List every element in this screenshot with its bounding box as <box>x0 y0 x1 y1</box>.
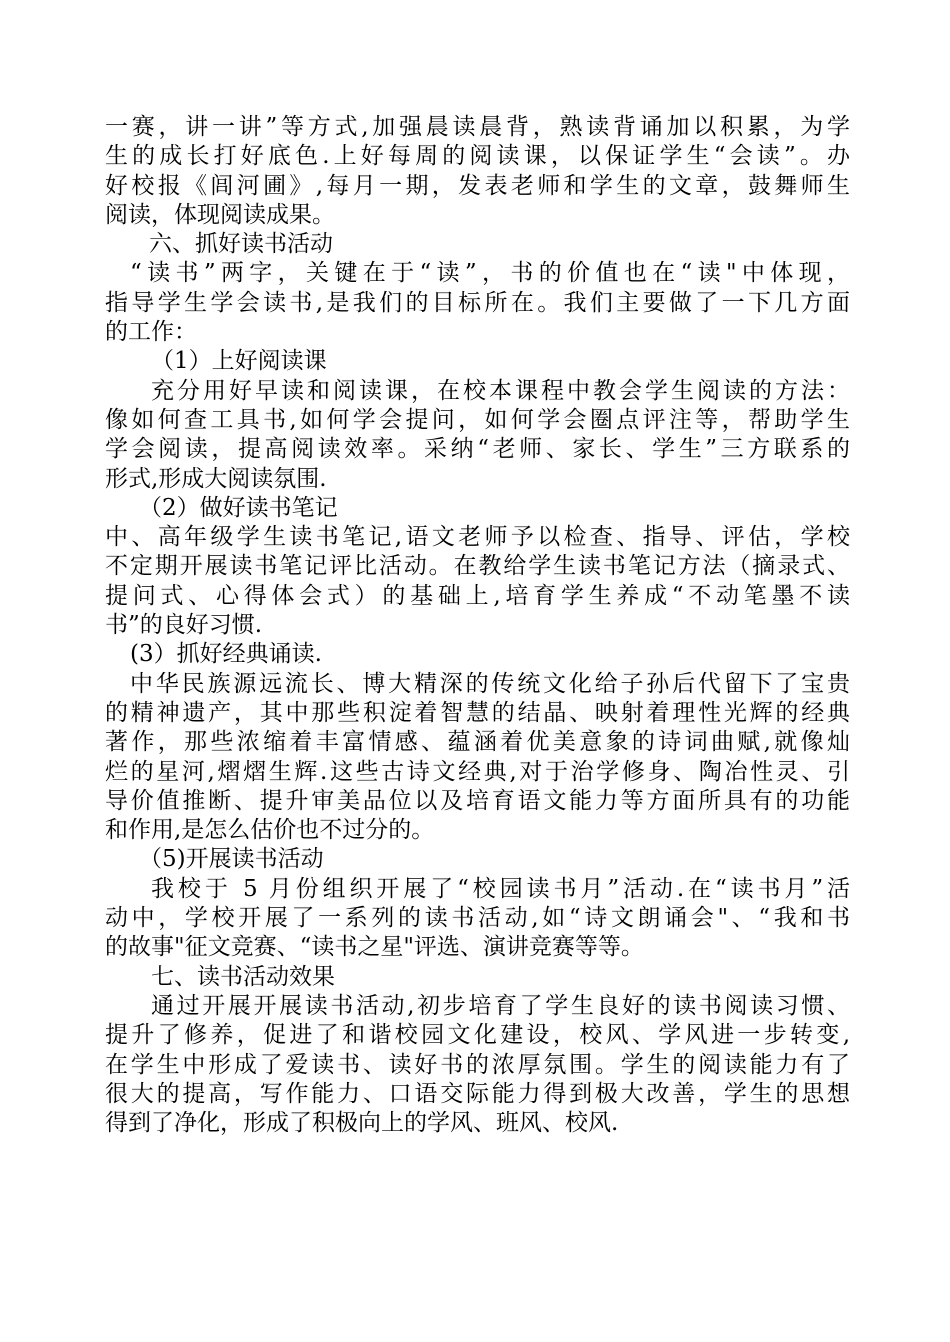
text-line: 像如何查工具书,如何学会提问，如何学会圈点评注等，帮助学生 <box>105 406 850 433</box>
text-line: 中华民族源远流长、博大精深的传统文化给子孙后代留下了宝贵 <box>130 670 850 697</box>
text-line: 得到了净化，形成了积极向上的学风、班风、校风. <box>105 1110 619 1137</box>
text-line: 烂的星河,熠熠生辉.这些古诗文经典,对于治学修身、陶冶性灵、引 <box>105 758 850 785</box>
text-line: 充分用好早读和阅读课，在校本课程中教会学生阅读的方法： <box>151 377 850 404</box>
text-line: 很大的提高，写作能力、口语交际能力得到极大改善，学生的思想 <box>105 1080 850 1107</box>
text-line: 生的成长打好底色.上好每周的阅读课，以保证学生“会读”。办 <box>105 143 850 170</box>
text-line: 指导学生学会读书,是我们的目标所在。我们主要做了一下几方面 <box>105 289 850 316</box>
text-line: 的精神遗产，其中那些积淀着智慧的结晶、映射着理性光辉的经典 <box>105 699 850 726</box>
text-line: 的工作： <box>105 319 197 346</box>
text-line: 导价值推断、提升审美品位以及培育语文能力等方面所具有的功能 <box>105 787 850 814</box>
text-line: 六、抓好读书活动 <box>149 231 333 258</box>
text-line: 著作，那些浓缩着丰富情感、蕴涵着优美意象的诗词曲赋,就像灿 <box>105 729 850 756</box>
text-line: 提升了修养，促进了和谐校园文化建设，校风、学风进一步转变, <box>105 1022 850 1049</box>
text-line: （5)开展读书活动 <box>139 846 324 873</box>
document-body <box>105 113 850 1138</box>
text-line: 不定期开展读书笔记评比活动。在教给学生读书笔记方法（摘录式、 <box>105 553 850 580</box>
text-line: 七、读书活动效果 <box>151 963 335 990</box>
text-line: 书”的良好习惯. <box>105 612 263 639</box>
text-line: “读书”两字，关键在于“读”，书的价值也在“读"中体现， <box>130 260 850 287</box>
text-line: 提问式、心得体会式）的基础上,培育学生养成“不动笔墨不读 <box>105 582 850 609</box>
text-line: 和作用,是怎么估价也不过分的。 <box>105 817 435 844</box>
text-line: 在学生中形成了爱读书、读好书的浓厚氛围。学生的阅读能力有了 <box>105 1051 850 1078</box>
text-line: 通过开展开展读书活动,初步培育了学生良好的读书阅读习惯、 <box>151 992 850 1019</box>
text-line: 的故事"征文竞赛、“读书之星"评选、演讲竞赛等等。 <box>105 934 644 961</box>
text-line: 好校报《闾河圃》,每月一期，发表老师和学生的文章，鼓舞师生 <box>105 172 850 199</box>
text-line: 我校于 5 月份组织开展了“校园读书月”活动.在“读书月”活 <box>151 875 850 902</box>
text-line: 一赛，讲一讲”等方式,加强晨读晨背，熟读背诵加以积累，为学 <box>105 114 850 140</box>
text-line: 学会阅读，提高阅读效率。采纳“老师、家长、学生”三方联系的 <box>105 436 850 463</box>
text-line: （2）做好读书笔记 <box>139 494 338 521</box>
text-line: 形式,形成大阅读氛围. <box>105 465 327 492</box>
text-line: (3）抓好经典诵读. <box>130 641 322 668</box>
text-line: 中、高年级学生读书笔记,语文老师予以检查、指导、评估，学校 <box>105 524 850 551</box>
text-line: 阅读，体现阅读成果。 <box>105 201 335 228</box>
text-line: （1）上好阅读课 <box>151 348 327 375</box>
text-line: 动中，学校开展了一系列的读书活动,如“诗文朗诵会"、“我和书 <box>105 905 850 932</box>
